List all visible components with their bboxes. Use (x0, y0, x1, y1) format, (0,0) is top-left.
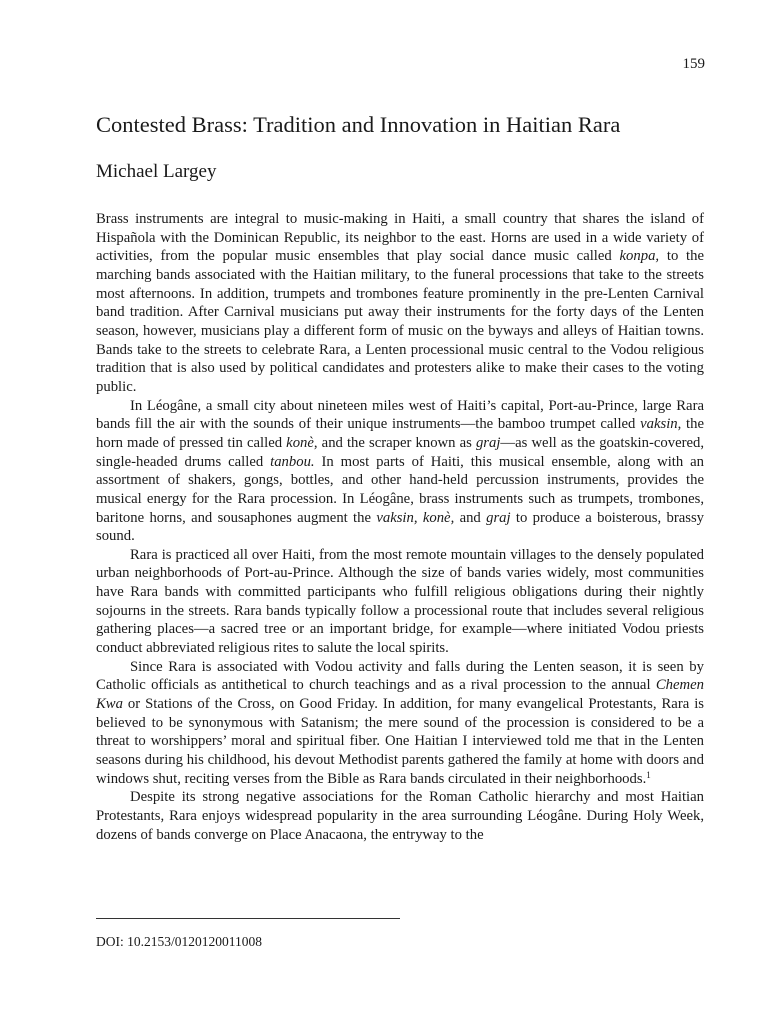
page-number: 159 (682, 56, 705, 72)
paragraph-5: Despite its strong negative associations for the Roman Catholic hierarchy and most Haitian Protestants, Rara enjoys widespread popularity in the area surrounding Léogâne. During Holy Week, dozens of bands converge on Place Anacaona, the entryway to the (96, 789, 704, 843)
paragraph-4: Since Rara is associated with Vodou activity and falls during the Lenten season, it is seen by Catholic officials as antithetical to church teachings and as a rival procession to the annual Chemen Kwa or Stations of the Cross, on Good Friday. In addition, for many evangelical Protestants, Rara is believed to be synonymous with Satanism; the mere sound of the procession is considered to be a threat to worshippers’ moral and spiritual fiber. One Haitian I interviewed told me that in the Lenten seasons during his childhood, his devout Methodist parents gathered the family at home with doors and windows shut, reciting verses from the Bible as Rara bands circulated in their neighborhoods.$^1$ (96, 658, 704, 787)
article-body (96, 210, 704, 844)
author-name: Michael Largey (96, 161, 217, 182)
doi-value[interactable]: : 10.2153/0120120011008 (120, 934, 263, 949)
paragraph-1: Brass instruments are integral to music-making in Haiti, a small country that shares the island of Hispañola with the Dominican Republic, its neighbor to the east. Horns are used in a wide variety of activities, from the popular music ensembles that play social dance music called konpa, to the marching bands associated with the Haitian military, to the funeral processions that take to the streets most afternoons. In addition, trumpets and trombones feature prominently in the pre-Lenten Carnival band tradition. After Carnival musicians put away their instruments for the forty days of the Lenten season, however, musicians play a different form of music on the byways and alleys of Haitian towns. Bands take to the streets to celebrate Rara, a Lenten processional music central to the Vodou religious tradition that is also used by political candidates and protesters alike to make their cases to the voting public. (96, 211, 704, 395)
paragraph-2: In Léogâne, a small city about nineteen miles west of Haiti’s capital, Port-au-Prince, large Rara bands fill the air with the sounds of their unique instruments—the bamboo trumpet called vaksin, the horn made of pressed tin called konè, and the scraper known as graj—as well as the goatskin-covered, single-headed drums called tanbou. In most parts of Haiti, this musical ensemble, along with an assortment of shakers, gongs, bottles, and other hand-held percussion instruments, provides the musical energy for the Rara procession. In Léogâne, brass instruments such as trumpets, trombones, baritone horns, and sousaphones augment the vaksin, konè, and graj to produce a boisterous, brassy sound. (96, 397, 705, 545)
article-title: Contested Brass: Tradition and Innovation in Haitian Rara (96, 112, 621, 137)
footnote-divider (96, 918, 400, 919)
paragraph-3: Rara is practiced all over Haiti, from the most remote mountain villages to the densely populated urban neighborhoods of Port-au-Prince. Although the size of bands varies widely, most communities have Rara bands with committed participants who fulfill religious obligations during their nightly sojourns in the streets. Rara bands typically follow a processional route that includes several religious gathering places—a sacred tree or an important bridge, for example—where initiated Vodou priests conduct abbreviated religious rites to salute the local spirits. (96, 546, 704, 657)
footnote-marker[interactable]: 1 (646, 769, 651, 780)
doi-line (96, 934, 262, 950)
doi-label: DOI (96, 934, 120, 949)
